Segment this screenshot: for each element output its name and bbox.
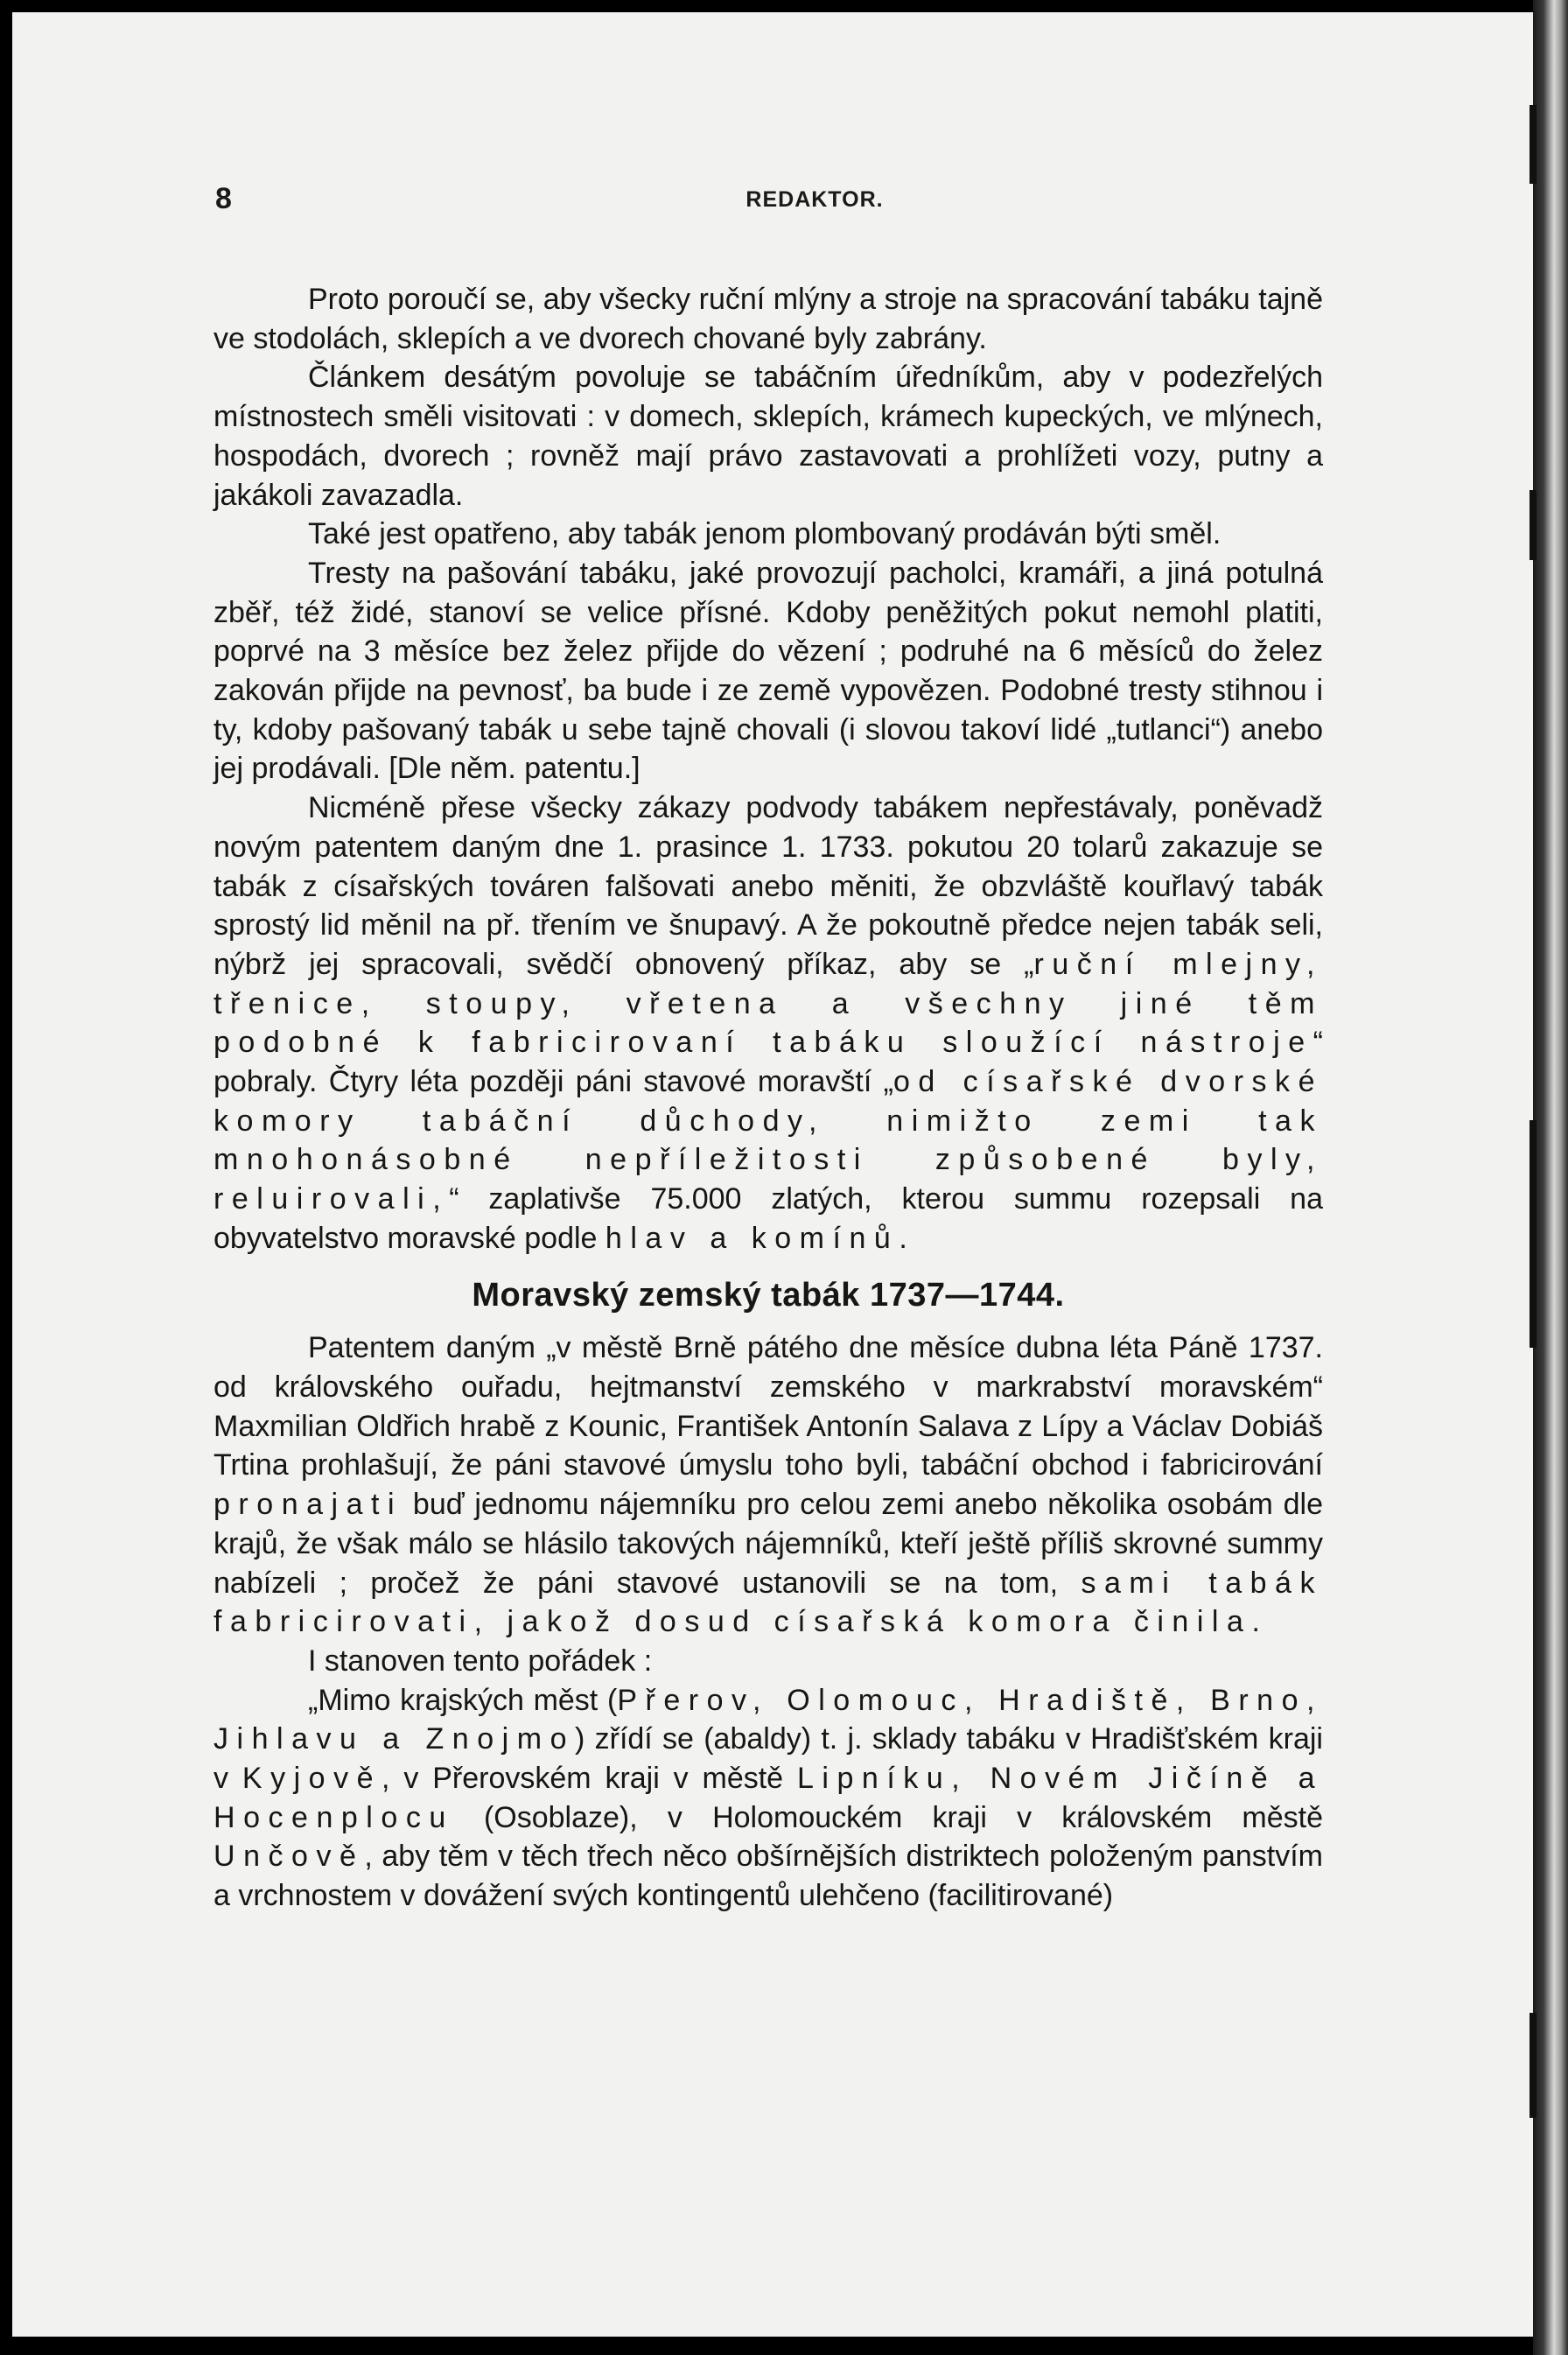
running-title: REDAKTOR.: [746, 187, 884, 212]
spaced-emphasis: Lipníku, Novém Jičíně a Hocenplocu: [214, 1762, 1323, 1834]
spaced-emphasis: ruční mlejny, třenice, stoupy, vřetena a všechny jiné těm podobné k fabricirovaní tabáku sloužící nástroje: [214, 947, 1324, 1060]
spaced-emphasis: pronajati: [214, 1488, 403, 1522]
text-run: „Mimo krajských měst (: [308, 1683, 618, 1717]
spaced-emphasis: sami tabák fabricirovati, jakož dosud císařská komora činila: [214, 1566, 1324, 1639]
paragraph-p7: [214, 1642, 1323, 1681]
text-run: , aby těm v těch třech něco obšírnějších distriktech položeným panstvím a vrchnostem v dovážení svých kontingentů ulehčeno (facilitirované): [214, 1840, 1323, 1913]
text-run: , v Přerovském kraji v městě: [382, 1762, 797, 1796]
spaced-emphasis: Kyjově: [242, 1762, 382, 1796]
paragraphs-after-heading: [214, 1328, 1323, 1916]
paragraph-p6: [214, 1328, 1323, 1642]
text-run: Také jest opatřeno, aby tabák jenom plombovaný prodáván býti směl.: [308, 517, 1222, 551]
binding-edge: [1533, 0, 1568, 2355]
edge-mark: [1530, 2013, 1536, 2118]
paragraph-p3: [214, 515, 1323, 554]
paragraph-p8: [214, 1681, 1323, 1916]
spaced-emphasis: hlav a komínů: [605, 1221, 900, 1255]
paragraph-p1: [214, 280, 1323, 358]
text-run: Patentem daným „v městě Brně pátého dne měsíce dubna léta Páně 1737. od královského ouřadu, hejtmanství zemského v markrabství moravském“ Maxmilian Oldřich hrabě z Kounic, František Antonín Salava z Lípy a Václav Dobiáš Trtina prohlašují, že páni stavové úmyslu toho byli, tabáční obchod i fabricirování: [214, 1331, 1323, 1482]
edge-mark: [1530, 105, 1536, 184]
edge-mark: [1530, 490, 1536, 560]
text-run: .: [899, 1221, 907, 1255]
spaced-emphasis: od císařské dvorské komory tabáční důchody, nimižto zemi tak mnohonásobné nepříležitosti způsobené byly, reluirovali,: [214, 1065, 1324, 1216]
text-run: .: [1251, 1605, 1260, 1639]
text-run: I stanoven tento pořádek :: [308, 1644, 653, 1678]
paragraph-p2: [214, 358, 1323, 515]
edge-mark: [1530, 1120, 1536, 1348]
text-run: buď jednomu nájemníku pro celou zemi anebo několika osobám dle krajů, že však málo se hlásilo takových nájemníků, kteří ještě příliš skrovné summy nabízeli ; pročež že páni stavové ustanovili se na tom,: [214, 1488, 1323, 1600]
text-run: “ zaplativše 75.000 zlatých, kterou summu rozepsali na obyvatelstvo moravské podle: [214, 1182, 1323, 1255]
spaced-emphasis: Unčově: [214, 1840, 365, 1874]
text-run: “ pobraly. Čtyry léta později páni stavové moravští „: [214, 1026, 1323, 1099]
page-number: 8: [215, 182, 232, 215]
text-run: (Osoblaze), v Holomouckém kraji v královském městě: [453, 1800, 1323, 1834]
paragraph-p4: [214, 554, 1323, 789]
paragraphs-before-heading: [214, 280, 1323, 1258]
text-run: Nicméně přese všecky zákazy podvody tabákem nepřestávaly, poněvadž novým patentem daným dne 1. prasince 1. 1733. pokutou 20 tolarů zakazuje se tabák z císařských továren falšovati anebo měniti, že obzvláště kouřlavý tabák sprostý lid měnil na př. třením ve šnupavý. A že pokoutně předce nejen tabák seli, nýbrž jej spracovali, svědčí obnovený příkaz, aby se „: [214, 791, 1323, 981]
paragraph-p5: [214, 789, 1323, 1258]
text-run: Článkem desátým povoluje se tabáčním úředníkům, aby v podezřelých místnostech směli visitovati : v domech, sklepích, krámech kupeckých, ve mlýnech, hospodách, dvorech ; rovněž mají právo zastavovati a prohlížeti vozy, putny a jakákoli zavazadla.: [214, 361, 1323, 512]
page-header: [215, 180, 1414, 224]
book-page: [12, 12, 1533, 2337]
text-run: Tresty na pašování tabáku, jaké provozují pacholci, kramáři, a jiná potulná zběř, též židé, stanoví se velice přísné. Kdoby peněžitých pokut nemohl platiti, poprvé na 3 měsíce bez želez přijde do vězení ; podruhé na 6 měsíců do želez zakován přijde na pevnosť, ba bude i ze země vypovězen. Podobné tresty stihnou i ty, kdoby pašovaný tabák u sebe tajně chovali (i slovou takoví lidé „tutlanci“) anebo jej prodávali. [Dle něm. patentu.]: [214, 556, 1323, 786]
text-run: ) zřídí se (abaldy) t. j. sklady tabáku v Hradišťském kraji v: [214, 1722, 1323, 1796]
spaced-emphasis: Přerov, Olomouc, Hradiště, Brno, Jihlavu a Znojmo: [214, 1683, 1324, 1756]
page-body: [214, 280, 1323, 1916]
section-heading: Moravský zemský tabák 1737—1744.: [472, 1276, 1065, 1314]
text-run: Proto poroučí se, aby všecky ruční mlýny a stroje na spracování tabáku tajně ve stodolách, sklepích a ve dvorech chované byly zabrány.: [214, 283, 1323, 355]
